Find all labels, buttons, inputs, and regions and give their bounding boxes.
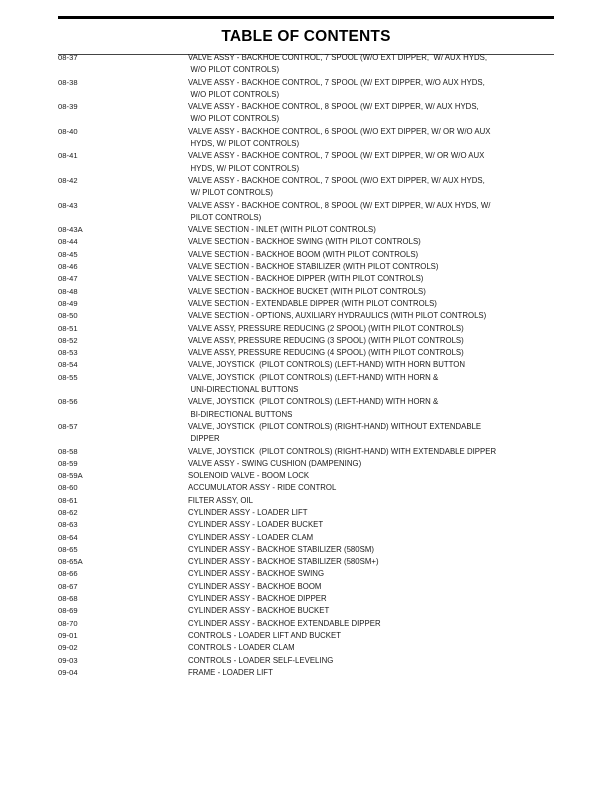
toc-entry-title: VALVE SECTION - INLET (WITH PILOT CONTROLS) xyxy=(188,225,376,235)
toc-entry-title-continuation: BI-DIRECTIONAL BUTTONS xyxy=(190,409,293,419)
toc-entry-title: VALVE, JOYSTICK (PILOT CONTROLS) (LEFT-HAND) WITH HORN BUTTON xyxy=(188,360,466,370)
toc-page-number: 08-49 xyxy=(58,298,78,308)
toc-entry-title: VALVE SECTION - BACKHOE DIPPER (WITH PILOT CONTROLS) xyxy=(188,274,424,284)
toc-entry-title: CYLINDER ASSY - BACKHOE DIPPER xyxy=(188,594,327,604)
toc-page-number: 09-04 xyxy=(58,667,78,677)
toc-entry-row[interactable] xyxy=(58,433,558,445)
toc-page-number: 08-40 xyxy=(58,126,78,136)
toc-entry-title: VALVE ASSY - BACKHOE CONTROL, 7 SPOOL (W/ EXT DIPPER, W/ OR W/O AUX xyxy=(188,151,485,161)
toc-entry-title: VALVE ASSY - BACKHOE CONTROL, 7 SPOOL (W/O EXT DIPPER, W/ AUX HYDS, xyxy=(188,53,488,62)
toc-entry-title-continuation: HYDS, W/ PILOT CONTROLS) xyxy=(190,139,300,149)
toc-entry-title: VALVE, JOYSTICK (PILOT CONTROLS) (LEFT-HAND) WITH HORN & xyxy=(188,397,439,407)
toc-entry-row[interactable] xyxy=(58,519,558,531)
header-rule-top xyxy=(58,16,554,19)
toc-entry-row[interactable] xyxy=(58,212,558,224)
toc-entry-title: VALVE ASSY - BACKHOE CONTROL, 7 SPOOL (W/O EXT DIPPER, W/ AUX HYDS, xyxy=(188,175,485,185)
toc-page-number: 09-01 xyxy=(58,630,78,640)
toc-entry-title: CYLINDER ASSY - BACKHOE STABILIZER (580SM+) xyxy=(188,557,379,567)
toc-page-number: 08-65 xyxy=(58,544,78,554)
toc-page-number: 08-57 xyxy=(58,421,78,431)
toc-page-number: 08-54 xyxy=(58,360,78,370)
toc-page-number: 08-53 xyxy=(58,348,78,358)
toc-entry-row[interactable] xyxy=(58,236,558,248)
toc-page-number: 09-02 xyxy=(58,643,78,653)
toc-page-number: 08-43A xyxy=(58,225,83,235)
toc-entry-row[interactable] xyxy=(58,77,558,89)
toc-entry-title: FILTER ASSY, OIL xyxy=(188,495,254,505)
toc-entry-title: VALVE ASSY - BACKHOE CONTROL, 6 SPOOL (W/O EXT DIPPER, W/ OR W/O AUX xyxy=(188,126,491,136)
toc-page-number: 08-61 xyxy=(58,495,78,505)
toc-page-number: 08-66 xyxy=(58,569,78,579)
toc-page-number: 08-43 xyxy=(58,200,78,210)
toc-entry-title: SOLENOID VALVE - BOOM LOCK xyxy=(188,471,310,481)
toc-entry-title: FRAME - LOADER LIFT xyxy=(188,667,273,677)
toc-entry-row[interactable] xyxy=(58,150,558,162)
toc-entry-title: VALVE SECTION - BACKHOE SWING (WITH PILOT CONTROLS) xyxy=(188,237,421,247)
toc-entry-title: VALVE, JOYSTICK (PILOT CONTROLS) (RIGHT-HAND) WITH EXTENDABLE DIPPER xyxy=(188,446,497,456)
toc-page-number: 08-47 xyxy=(58,274,78,284)
toc-page-number: 08-37 xyxy=(58,53,78,62)
toc-entry-title-continuation: W/O PILOT CONTROLS) xyxy=(190,65,280,75)
toc-entry-title: CYLINDER ASSY - BACKHOE BOOM xyxy=(188,581,322,591)
toc-entry-title: VALVE ASSY - BACKHOE CONTROL, 7 SPOOL (W/ EXT DIPPER, W/O AUX HYDS, xyxy=(188,77,485,87)
toc-entry-row[interactable] xyxy=(58,261,558,273)
toc-entry-title: VALVE ASSY - BACKHOE CONTROL, 8 SPOOL (W/ EXT DIPPER, W/ AUX HYDS, xyxy=(188,102,479,112)
toc-entry-title: VALVE ASSY, PRESSURE REDUCING (4 SPOOL) (WITH PILOT CONTROLS) xyxy=(188,348,464,358)
toc-page-number: 08-55 xyxy=(58,372,78,382)
toc-entry-title: VALVE SECTION - OPTIONS, AUXILIARY HYDRAULICS (WITH PILOT CONTROLS) xyxy=(188,311,487,321)
toc-entry-title-continuation: W/O PILOT CONTROLS) xyxy=(190,114,280,124)
toc-page-number: 08-38 xyxy=(58,77,78,87)
toc-entry-row[interactable] xyxy=(58,372,558,384)
toc-entry-title: CONTROLS - LOADER SELF-LEVELING xyxy=(188,655,334,665)
toc-entry-title-continuation: DIPPER xyxy=(190,434,220,444)
toc-entry-row[interactable] xyxy=(58,532,558,544)
toc-page-number: 08-60 xyxy=(58,483,78,493)
toc-entry-title: CONTROLS - LOADER LIFT AND BUCKET xyxy=(188,630,342,640)
toc-page-number: 08-51 xyxy=(58,323,78,333)
toc-entry-title: VALVE ASSY, PRESSURE REDUCING (3 SPOOL) (WITH PILOT CONTROLS) xyxy=(188,335,464,345)
toc-page-number: 08-58 xyxy=(58,446,78,456)
toc-entry-row[interactable] xyxy=(58,667,558,679)
toc-entry-row[interactable] xyxy=(58,138,558,150)
toc-page-number: 08-63 xyxy=(58,520,78,530)
toc-entry-title: CYLINDER ASSY - BACKHOE SWING xyxy=(188,569,325,579)
toc-entry-title: CYLINDER ASSY - LOADER LIFT xyxy=(188,507,308,517)
toc-entry-row[interactable] xyxy=(58,618,558,630)
toc-entry-row[interactable] xyxy=(58,495,558,507)
toc-entry-row[interactable] xyxy=(58,249,558,261)
table-of-contents-list xyxy=(58,52,558,679)
toc-entry-row[interactable] xyxy=(58,64,558,76)
toc-entry-title-continuation: W/ PILOT CONTROLS) xyxy=(190,188,274,198)
toc-entry-row[interactable] xyxy=(58,224,558,236)
toc-entry-row[interactable] xyxy=(58,507,558,519)
toc-entry-row[interactable] xyxy=(58,175,558,187)
toc-page-number: 08-48 xyxy=(58,286,78,296)
toc-page-number: 09-03 xyxy=(58,655,78,665)
toc-page-number: 08-52 xyxy=(58,335,78,345)
document-header xyxy=(58,16,554,55)
toc-entry-title: CYLINDER ASSY - BACKHOE BUCKET xyxy=(188,606,330,616)
toc-page-number: 08-70 xyxy=(58,618,78,628)
toc-page-number: 08-59A xyxy=(58,471,83,481)
toc-entry-row[interactable] xyxy=(58,359,558,371)
toc-page-number: 08-45 xyxy=(58,249,78,259)
toc-entry-row[interactable] xyxy=(58,556,558,568)
toc-page-number: 08-41 xyxy=(58,151,78,161)
toc-entry-row[interactable] xyxy=(58,384,558,396)
toc-entry-title-continuation: PILOT CONTROLS) xyxy=(190,212,262,222)
toc-entry-row[interactable] xyxy=(58,89,558,101)
toc-entry-title: VALVE ASSY, PRESSURE REDUCING (2 SPOOL) (WITH PILOT CONTROLS) xyxy=(188,323,464,333)
toc-entry-row[interactable] xyxy=(58,568,558,580)
toc-entry-row[interactable] xyxy=(58,446,558,458)
toc-entry-row[interactable] xyxy=(58,273,558,285)
toc-entry-row[interactable] xyxy=(58,470,558,482)
toc-entry-title-continuation: UNI-DIRECTIONAL BUTTONS xyxy=(190,385,299,395)
toc-entry-row[interactable] xyxy=(58,630,558,642)
toc-entry-title: VALVE, JOYSTICK (PILOT CONTROLS) (RIGHT-HAND) WITHOUT EXTENDABLE xyxy=(188,421,482,431)
toc-entry-row[interactable] xyxy=(58,113,558,125)
toc-page-number: 08-46 xyxy=(58,262,78,272)
toc-entry-title: CYLINDER ASSY - LOADER CLAM xyxy=(188,532,314,542)
toc-entry-row[interactable] xyxy=(58,163,558,175)
toc-entry-row[interactable] xyxy=(58,126,558,138)
toc-entry-title-continuation: W/O PILOT CONTROLS) xyxy=(190,89,280,99)
toc-entry-row[interactable] xyxy=(58,642,558,654)
toc-entry-row[interactable] xyxy=(58,286,558,298)
toc-entry-row[interactable] xyxy=(58,187,558,199)
toc-entry-row[interactable] xyxy=(58,421,558,433)
toc-page-number: 08-50 xyxy=(58,311,78,321)
toc-entry-row[interactable] xyxy=(58,482,558,494)
toc-entry-title: VALVE ASSY - BACKHOE CONTROL, 8 SPOOL (W/ EXT DIPPER, W/ AUX HYDS, W/ xyxy=(188,200,491,210)
toc-entry-title: VALVE SECTION - EXTENDABLE DIPPER (WITH PILOT CONTROLS) xyxy=(188,298,437,308)
page-title: TABLE OF CONTENTS xyxy=(221,28,391,45)
toc-entry-row[interactable] xyxy=(58,458,558,470)
toc-page-number: 08-62 xyxy=(58,507,78,517)
toc-entry-row[interactable] xyxy=(58,335,558,347)
toc-entry-row[interactable] xyxy=(58,298,558,310)
toc-entry-row[interactable] xyxy=(58,310,558,322)
toc-entry-row[interactable] xyxy=(58,593,558,605)
toc-entry-row[interactable] xyxy=(58,544,558,556)
toc-page-number: 08-64 xyxy=(58,532,78,542)
toc-page-number: 08-65A xyxy=(58,557,83,567)
toc-entry-row[interactable] xyxy=(58,200,558,212)
toc-entry-title: VALVE SECTION - BACKHOE BUCKET (WITH PILOT CONTROLS) xyxy=(188,286,426,296)
toc-entry-title: VALVE, JOYSTICK (PILOT CONTROLS) (LEFT-HAND) WITH HORN & xyxy=(188,372,439,382)
toc-entry-row[interactable] xyxy=(58,409,558,421)
toc-entry-title: VALVE ASSY - SWING CUSHION (DAMPENING) xyxy=(188,458,362,468)
toc-entry-title: CYLINDER ASSY - BACKHOE STABILIZER (580SM) xyxy=(188,544,374,554)
toc-entry-title: VALVE SECTION - BACKHOE STABILIZER (WITH PILOT CONTROLS) xyxy=(188,262,439,272)
toc-entry-title: CONTROLS - LOADER CLAM xyxy=(188,643,295,653)
toc-entry-row[interactable] xyxy=(58,52,558,64)
toc-page-number: 08-59 xyxy=(58,458,78,468)
toc-entry-title-continuation: HYDS, W/ PILOT CONTROLS) xyxy=(190,163,300,173)
toc-entry-title: CYLINDER ASSY - BACKHOE EXTENDABLE DIPPER xyxy=(188,618,381,628)
toc-page-number: 08-68 xyxy=(58,594,78,604)
toc-entry-row[interactable] xyxy=(58,581,558,593)
toc-entry-title: ACCUMULATOR ASSY - RIDE CONTROL xyxy=(188,483,337,493)
toc-entry-row[interactable] xyxy=(58,323,558,335)
toc-entry-row[interactable] xyxy=(58,655,558,667)
toc-entry-row[interactable] xyxy=(58,101,558,113)
toc-page-number: 08-56 xyxy=(58,397,78,407)
toc-page-number: 08-67 xyxy=(58,581,78,591)
toc-page-number: 08-44 xyxy=(58,237,78,247)
toc-page-number: 08-69 xyxy=(58,606,78,616)
toc-entry-row[interactable] xyxy=(58,605,558,617)
toc-page-number: 08-42 xyxy=(58,175,78,185)
toc-entry-title: VALVE SECTION - BACKHOE BOOM (WITH PILOT CONTROLS) xyxy=(188,249,419,259)
toc-entry-row[interactable] xyxy=(58,396,558,408)
toc-page-number: 08-39 xyxy=(58,102,78,112)
toc-entry-title: CYLINDER ASSY - LOADER BUCKET xyxy=(188,520,324,530)
toc-entry-row[interactable] xyxy=(58,347,558,359)
